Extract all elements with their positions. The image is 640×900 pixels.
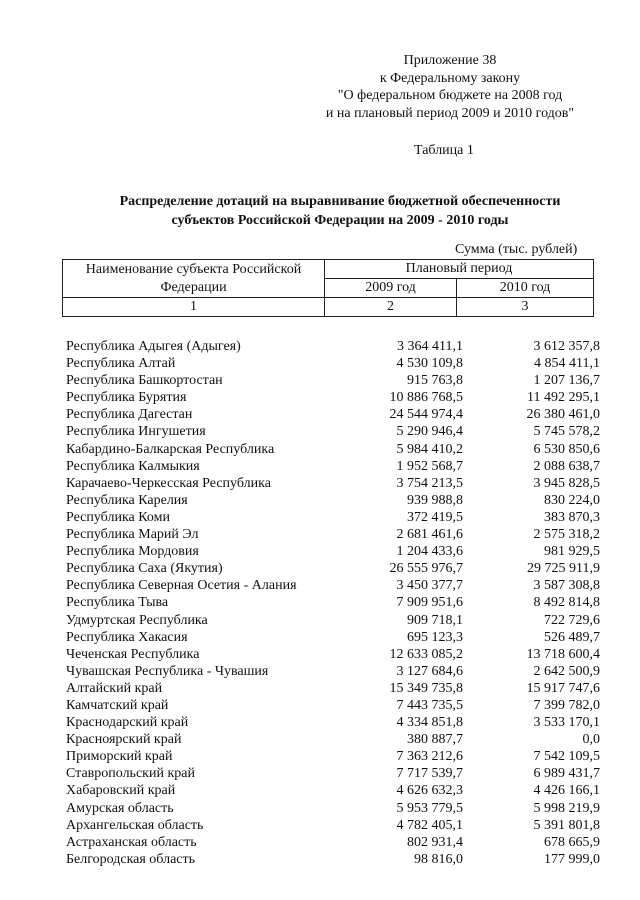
appendix-law-ref: к Федеральному закону	[379, 70, 521, 86]
value-2010: 3 587 308,8	[533, 578, 600, 594]
table-row	[66, 851, 606, 868]
region-name: Камчатский край	[66, 697, 169, 713]
units-note: Сумма (тыс. рублей)	[455, 242, 578, 257]
value-2009: 7 443 735,5	[396, 697, 463, 713]
column-header-name: Наименование субъекта Российской Федерации	[63, 260, 325, 298]
value-2009: 26 555 976,7	[389, 561, 463, 577]
value-2009: 7 909 951,6	[396, 595, 463, 611]
table-row	[66, 697, 606, 714]
region-name: Амурская область	[66, 800, 174, 816]
value-2009: 4 626 632,3	[396, 783, 463, 799]
value-2010: 6 530 850,6	[533, 441, 600, 457]
region-name: Красноярский край	[66, 732, 182, 748]
table-row	[66, 338, 606, 355]
value-2010: 981 929,5	[544, 544, 600, 560]
value-2010: 830 224,0	[544, 492, 600, 508]
appendix-law-title-2: и на плановый период 2009 и 2010 годов"	[325, 105, 575, 121]
table-label: Таблица 1	[414, 143, 474, 158]
region-name: Архангельская область	[66, 817, 204, 833]
value-2010: 1 207 136,7	[533, 373, 600, 389]
table-row	[66, 612, 606, 629]
value-2009: 10 886 768,5	[389, 390, 463, 406]
value-2009: 7 363 212,6	[396, 749, 463, 765]
region-name: Карачаево-Черкесская Республика	[66, 475, 271, 491]
region-name: Кабардино-Балкарская Республика	[66, 441, 275, 457]
region-name: Белгородская область	[66, 851, 196, 867]
value-2009: 3 754 213,5	[396, 475, 463, 491]
value-2009: 1 204 433,6	[396, 544, 463, 560]
table-row	[66, 663, 606, 680]
table-row	[66, 389, 606, 406]
value-2010: 722 729,6	[544, 612, 600, 628]
table-row	[66, 834, 606, 851]
value-2009: 3 364 411,1	[397, 339, 463, 354]
value-2009: 1 952 568,7	[396, 458, 463, 474]
value-2009: 24 544 974,4	[389, 407, 463, 423]
table-row	[66, 458, 606, 475]
table-row	[66, 577, 606, 594]
value-2010: 3 612 357,8	[533, 339, 600, 354]
value-2010: 4 854 411,1	[534, 356, 600, 372]
table-row	[66, 355, 606, 372]
value-2009: 5 984 410,2	[396, 441, 463, 457]
value-2010: 526 489,7	[544, 629, 600, 645]
table-row	[66, 731, 606, 748]
value-2009: 909 718,1	[407, 612, 463, 628]
value-2010: 11 492 295,1	[527, 390, 600, 406]
region-name: Республика Северная Осетия - Алания	[66, 578, 297, 594]
table-row	[66, 372, 606, 389]
table-row	[66, 765, 606, 782]
value-2010: 5 745 578,2	[533, 424, 600, 440]
region-name: Республика Хакасия	[66, 629, 188, 645]
value-2010: 678 665,9	[544, 834, 600, 850]
value-2009: 939 988,8	[407, 492, 463, 508]
value-2010: 383 870,3	[544, 509, 600, 525]
appendix-law-title-1: "О федеральном бюджете на 2008 год	[337, 88, 563, 103]
region-name: Чеченская Республика	[66, 646, 200, 662]
column-header-year-1: 2009 год	[325, 279, 457, 298]
column-number-3: 3	[457, 298, 594, 317]
region-name: Удмуртская Республика	[66, 612, 208, 628]
value-2010: 13 718 600,4	[526, 646, 600, 662]
value-2010: 4 426 166,1	[533, 783, 600, 799]
table-row	[66, 748, 606, 765]
value-2009: 380 887,7	[407, 732, 463, 748]
region-name: Республика Ингушетия	[66, 424, 206, 440]
value-2010: 0,0	[582, 732, 600, 748]
table-row	[66, 594, 606, 611]
value-2010: 5 998 219,9	[533, 800, 600, 816]
value-2009: 5 290 946,4	[396, 424, 463, 440]
value-2009: 4 782 405,1	[396, 817, 463, 833]
region-name: Республика Алтай	[66, 356, 176, 372]
table-row	[66, 441, 606, 458]
column-header-planned-period: Плановый период	[325, 260, 594, 279]
value-2009: 802 931,4	[407, 834, 463, 850]
value-2010: 15 917 747,6	[526, 680, 600, 696]
value-2009: 5 953 779,5	[396, 800, 463, 816]
table-row	[66, 492, 606, 509]
value-2009: 2 681 461,6	[396, 527, 463, 543]
table-row	[66, 817, 606, 834]
document-title-line-2: субъектов Российской Федерации на 2009 - 2010 годы	[171, 213, 509, 228]
region-name: Республика Коми	[66, 509, 170, 525]
value-2009: 7 717 539,7	[396, 766, 463, 782]
region-name: Республика Тыва	[66, 595, 169, 611]
value-2009: 3 450 377,7	[396, 578, 463, 594]
value-2010: 7 399 782,0	[533, 697, 600, 713]
region-name: Республика Адыгея (Адыгея)	[66, 339, 241, 354]
value-2009: 372 419,5	[407, 509, 463, 525]
region-name: Республика Марий Эл	[66, 527, 199, 543]
value-2010: 177 999,0	[544, 851, 600, 867]
table-row	[66, 646, 606, 663]
value-2010: 5 391 801,8	[533, 817, 600, 833]
table-row	[66, 629, 606, 646]
column-header-year-2: 2010 год	[457, 279, 594, 298]
table-row	[66, 680, 606, 697]
region-name: Республика Саха (Якутия)	[66, 561, 223, 577]
region-name: Ставропольский край	[66, 766, 195, 782]
table-header	[62, 259, 594, 317]
value-2010: 29 725 911,9	[527, 561, 600, 577]
table-row	[66, 800, 606, 817]
region-name: Краснодарский край	[66, 715, 189, 731]
value-2009: 15 349 735,8	[389, 680, 463, 696]
appendix-header	[300, 52, 600, 122]
value-2009: 915 763,8	[407, 373, 463, 389]
table-row	[66, 406, 606, 423]
column-number-1: 1	[63, 298, 325, 317]
value-2009: 3 127 684,6	[396, 663, 463, 679]
table-body	[66, 338, 606, 868]
column-number-2: 2	[325, 298, 457, 317]
value-2009: 12 633 085,2	[389, 646, 463, 662]
table-row	[66, 509, 606, 526]
appendix-number: Приложение 38	[403, 53, 497, 68]
region-name: Республика Калмыкия	[66, 458, 200, 474]
region-name: Хабаровский край	[66, 783, 176, 799]
value-2010: 2 642 500,9	[533, 663, 600, 679]
value-2009: 4 334 851,8	[396, 715, 463, 731]
region-name: Республика Мордовия	[66, 544, 199, 560]
region-name: Республика Дагестан	[66, 407, 193, 423]
table-row	[66, 526, 606, 543]
value-2010: 3 945 828,5	[533, 475, 600, 491]
table-row	[66, 423, 606, 440]
table-row	[66, 782, 606, 799]
value-2009: 98 816,0	[414, 851, 463, 867]
table-row	[66, 543, 606, 560]
region-name: Республика Бурятия	[66, 390, 187, 406]
value-2010: 3 533 170,1	[533, 715, 600, 731]
table-row	[66, 475, 606, 492]
region-name: Астраханская область	[66, 834, 197, 850]
region-name: Приморский край	[66, 749, 173, 765]
document-title	[80, 192, 600, 230]
value-2010: 2 575 318,2	[533, 527, 600, 543]
value-2010: 6 989 431,7	[533, 766, 600, 782]
value-2010: 26 380 461,0	[526, 407, 600, 423]
value-2010: 2 088 638,7	[533, 458, 600, 474]
value-2010: 8 492 814,8	[533, 595, 600, 611]
table-row	[66, 560, 606, 577]
value-2010: 7 542 109,5	[533, 749, 600, 765]
region-name: Республика Карелия	[66, 492, 188, 508]
region-name: Республика Башкортостан	[66, 373, 223, 389]
region-name: Алтайский край	[66, 680, 163, 696]
value-2009: 4 530 109,8	[396, 356, 463, 372]
document-title-line-1: Распределение дотаций на выравнивание бюджетной обеспеченности	[119, 194, 561, 209]
value-2009: 695 123,3	[407, 629, 463, 645]
table-row	[66, 714, 606, 731]
region-name: Чувашская Республика - Чувашия	[66, 663, 269, 679]
